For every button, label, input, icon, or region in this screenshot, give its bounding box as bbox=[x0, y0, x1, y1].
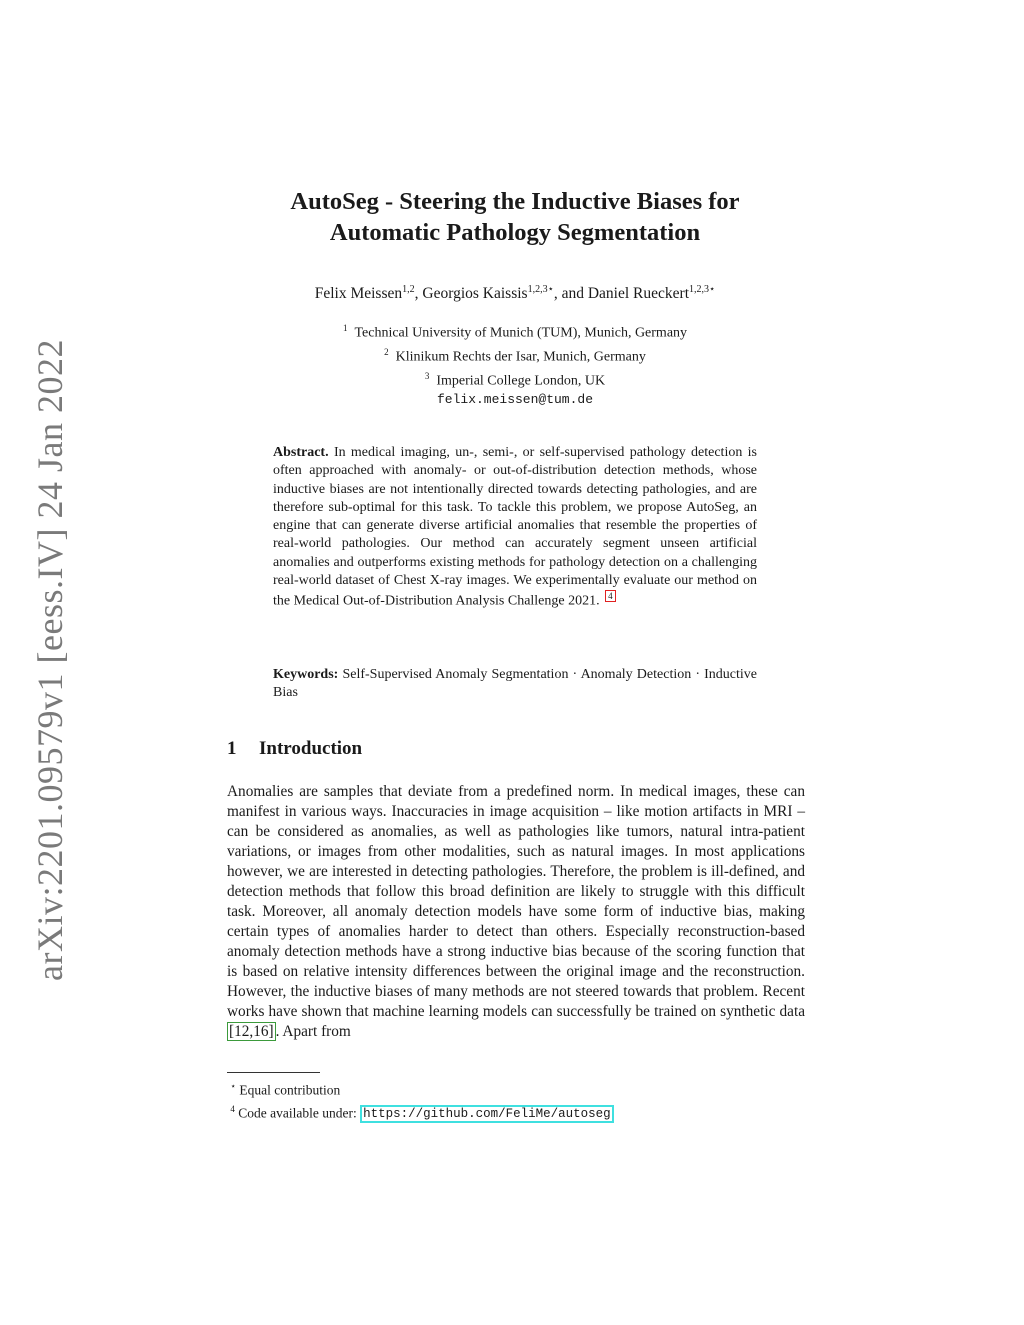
affiliation-mark: 1 bbox=[342, 323, 348, 333]
author-list bbox=[200, 284, 830, 303]
arxiv-id: arXiv:2201.09579v1 [eess.IV] 24 Jan 2022 bbox=[30, 339, 70, 981]
abstract-text: In medical imaging, un-, semi-, or self-supervised pathology detection is often approached with anomaly- or out-of-distribution detection methods, whose inductive biases are not intentionally directed towards detecting pathologies, and are therefore sub-optimal for this task. To tackle this problem, we propose AutoSeg, an engine that can generate diverse artificial anomalies that resemble the properties of real-world pathologies. Our method can accurately segment unseen artificial anomalies and outperforms existing methods for pathology detection on a challenging real-world dataset of Chest X-ray images. We experimentally evaluate our method on the Medical Out-of-Distribution Analysis Challenge 2021. bbox=[273, 445, 757, 610]
intro-text-tail: . Apart from bbox=[275, 1023, 351, 1040]
footnote-ref-link[interactable]: 4 bbox=[605, 590, 616, 602]
section-title: Introduction bbox=[259, 738, 363, 759]
footnotes bbox=[227, 1077, 805, 1124]
section-heading bbox=[227, 738, 362, 760]
author-marks: 1,2,3⋆ bbox=[689, 284, 716, 295]
footnote-rule bbox=[227, 1072, 320, 1073]
footnote-item bbox=[227, 1100, 805, 1125]
paper-title bbox=[200, 186, 830, 248]
affiliation-mark: 2 bbox=[384, 346, 389, 357]
affiliation-text: Imperial College London, UK bbox=[436, 373, 606, 389]
affiliation-text: Technical University of Munich (TUM), Munich, Germany bbox=[354, 325, 688, 341]
abstract-label: Abstract. bbox=[273, 445, 329, 460]
affiliation-text: Klinikum Rechts der Isar, Munich, Germany bbox=[395, 349, 646, 365]
keywords-text: Self-Supervised Anomaly Segmentation · Anomaly Detection · Inductive Bias bbox=[273, 667, 757, 701]
author-name: Daniel Rueckert bbox=[587, 285, 689, 303]
keywords-label: Keywords: bbox=[273, 667, 339, 682]
title-line-2: Automatic Pathology Segmentation bbox=[329, 219, 701, 246]
section-number: 1 bbox=[227, 738, 237, 759]
citation-link[interactable]: [12,16] bbox=[229, 1023, 274, 1040]
footnote-item bbox=[227, 1077, 805, 1100]
footnote-mark: ⋆ bbox=[230, 1081, 237, 1091]
intro-text: Anomalies are samples that deviate from a predefined norm. In medical images, these can manifest in various ways. Inaccuracies in image acquisition – like motion artifacts in MRI – can be considered as anomalies, as well as pathologies like tumors, natural intra-patient variations, or images from other modalities, such as natural images. In most applications however, we are interested in detecting pathologies. Therefore, the problem is ill-defined, and detection methods that follow this broad definition are likely to struggle with this difficult task. Moreover, all anomaly detection models have some form of inductive bias, making certain types of anomalies harder to detect than others. Especially reconstruction-based anomaly detection methods have a strong inductive bias because of the scoring function that is based on relative intensity differences between the original image and the reconstruction. However, the inductive biases of many methods are not steered towards that problem. Recent works have shown that machine learning models can successfully be trained on synthetic data bbox=[227, 783, 805, 1020]
author-name: Georgios Kaissis bbox=[422, 285, 528, 303]
abstract bbox=[273, 444, 757, 611]
author-separator: , and bbox=[553, 285, 588, 303]
author-separator: , bbox=[414, 285, 423, 303]
affiliation-mark: 3 bbox=[424, 370, 430, 381]
keywords bbox=[273, 666, 757, 703]
footnote-text: Equal contribution bbox=[239, 1082, 341, 1098]
code-url-link[interactable]: https://github.com/FeliMe/autoseg bbox=[360, 1105, 614, 1123]
affiliations bbox=[200, 319, 830, 409]
author-name: Felix Meissen bbox=[314, 285, 403, 303]
author-email: felix.meissen@tum.de bbox=[436, 391, 594, 407]
footnote-text: Code available under: bbox=[238, 1105, 361, 1120]
title-line-1: AutoSeg - Steering the Inductive Biases for bbox=[290, 188, 740, 215]
arxiv-sidebar-stamp bbox=[30, 339, 70, 981]
affiliation-line bbox=[200, 343, 830, 367]
footnote-mark: 4 bbox=[230, 1103, 235, 1114]
affiliation-line bbox=[200, 319, 830, 343]
introduction-paragraph bbox=[227, 782, 805, 1042]
author-marks: 1,2,3⋆ bbox=[527, 284, 554, 295]
affiliation-line bbox=[200, 367, 830, 391]
author-marks: 1,2 bbox=[402, 284, 415, 295]
